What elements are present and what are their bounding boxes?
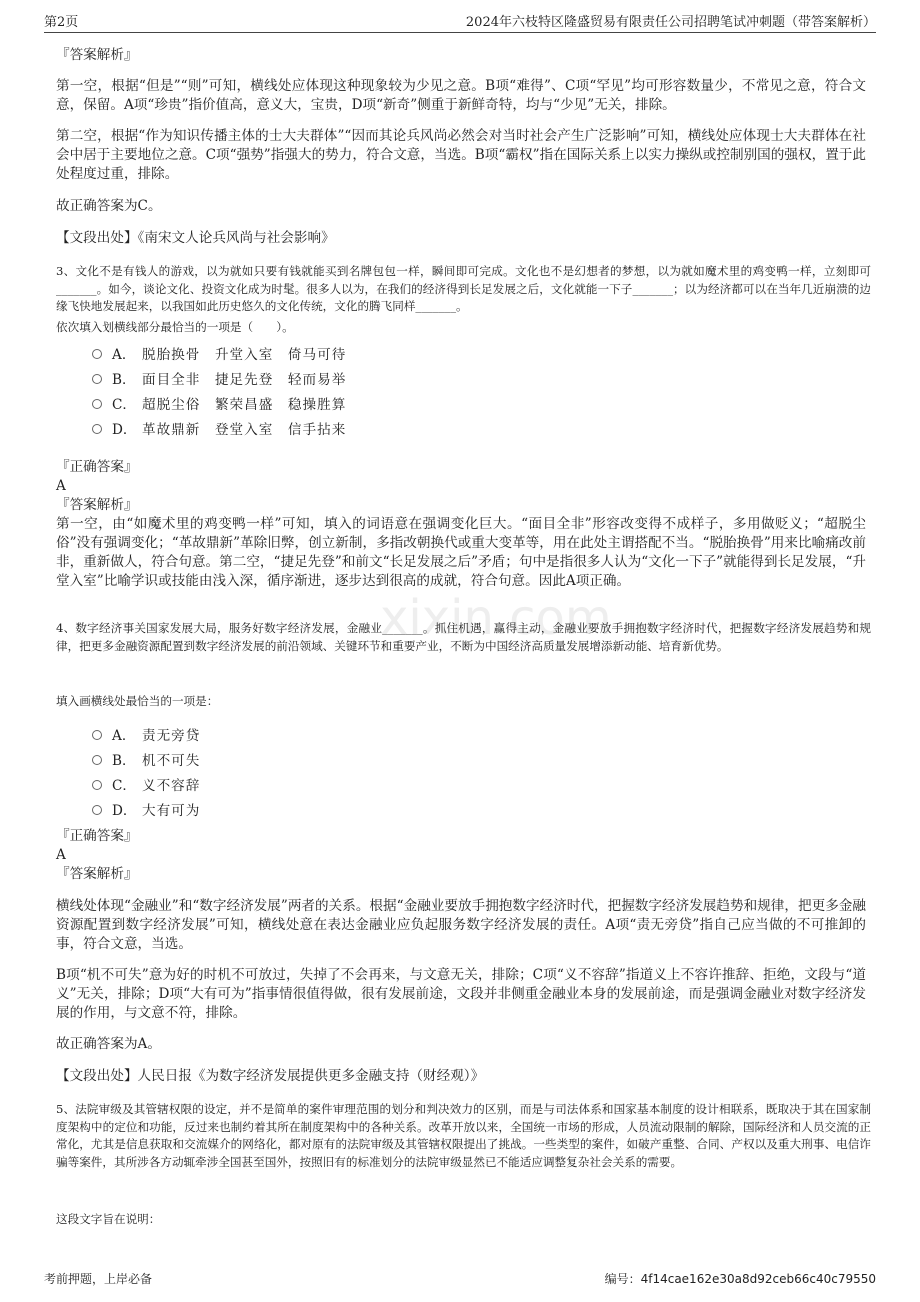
radio-icon[interactable] xyxy=(92,399,102,409)
q3-answer: A xyxy=(56,478,66,494)
q4-analysis-label: 『答案解析』 xyxy=(56,866,138,882)
radio-icon[interactable] xyxy=(92,730,102,740)
footer-slogan: 考前押题，上岸必备 xyxy=(44,1272,153,1286)
q2-source: 【文段出处】《南宋文人论兵风尚与社会影响》 xyxy=(56,230,335,246)
q4-stem: 4、数字经济事关国家发展大局，服务好数字经济发展，金融业_______。抓住机遇，赢得主动，金融业要放手拥抱数字经济时代，把握数字经济发展趋势和规律，把更多金融资源配置到数字经济发展的前沿领域、关键环节和重要产业，不断为中国经济高质量发展增添新动能、培育新优势。 xyxy=(56,621,871,653)
q3-option-c[interactable]: C． 超脱尘俗 繁荣昌盛 稳操胜算 xyxy=(92,393,346,413)
q2-conclusion: 故正确答案为C。 xyxy=(56,198,162,214)
q4-option-a[interactable]: A． 责无旁贷 xyxy=(92,724,200,744)
q5-stem: 5、法院审级及其管辖权限的设定，并不是简单的案件审理范围的划分和判决效力的区别，而是与司法体系和国家基本制度的设计相联系，既取决于其在国家制度架构中的定位和功能，反过来也制约着其所在制度架构中的各种关系。改革开放以来，全国统一市场的形成，人员流动限制的解除，国际经济和人员交流的正常化，尤其是信息获取和交流媒介的网络化，都对原有的法院审级及其管辖权限提出了挑战。一些类型的案件，如破产重整、合同、产权以及重大刑事、电信诈骗等案件，其所涉各方动辄牵涉全国甚至国外，按照旧有的标准划分的法院审级显然已不能适应调整复杂社会关系的需要。 xyxy=(56,1102,871,1169)
page-header xyxy=(44,8,876,33)
q4-conclusion: 故正确答案为A。 xyxy=(56,1036,161,1052)
q2-analysis-label: 『答案解析』 xyxy=(56,47,138,63)
q3-prompt: 依次填入划横线部分最恰当的一项是（ ）。 xyxy=(56,320,294,334)
q4-analysis-para2: B项“机不可失”意为好的时机不可放过，失掉了不会再来，与文意无关，排除；C项“义不容辞”指道义上不容许推辞、拒绝，文段与“道义”无关，排除；D项“大有可为”指事情很值得做，很有发展前途，文段并非侧重金融业本身的发展前途，而是强调金融业对数字经济发展的作用，与文意不符，排除。 xyxy=(56,967,866,1021)
q4-option-b[interactable]: B． 机不可失 xyxy=(92,749,200,769)
q3-option-b[interactable]: B． 面目全非 捷足先登 轻而易举 xyxy=(92,368,346,388)
q3-analysis-label: 『答案解析』 xyxy=(56,497,138,513)
q5-prompt: 这段文字旨在说明： xyxy=(56,1212,161,1226)
radio-icon[interactable] xyxy=(92,805,102,815)
q3-option-a[interactable]: A． 脱胎换骨 升堂入室 倚马可待 xyxy=(92,343,346,363)
q4-prompt: 填入画横线处最恰当的一项是： xyxy=(56,694,219,708)
radio-icon[interactable] xyxy=(92,780,102,790)
q4-option-d[interactable]: D． 大有可为 xyxy=(92,799,200,819)
q2-analysis-para1: 第一空，根据“但是”“则”可知，横线处应体现这种现象较为少见之意。B项“难得”、C项“罕见”均可形容数量少，不常见之意，符合文意，保留。A项“珍贵”指价值高，意义大，宝贵，D项“新奇”侧重于新鲜奇特，均与“少见”无关，排除。 xyxy=(56,78,866,113)
q4-option-c[interactable]: C． 义不容辞 xyxy=(92,774,200,794)
radio-icon[interactable] xyxy=(92,424,102,434)
page-number: 第2页 xyxy=(44,15,79,30)
radio-icon[interactable] xyxy=(92,374,102,384)
q3-stem: 3、文化不是有钱人的游戏，以为就如只要有钱就能买到名牌包包一样，瞬间即可完成。文化也不是幻想者的梦想，以为就如魔术里的鸡变鸭一样，立刻即可_______。如今，谈论文化、投资文化成为时髦。很多人以为，在我们的经济得到长足发展之后，文化就能一下子_______；以为经济都可以在当年几近崩溃的边缘飞快地发展起来，以我国如此历史悠久的文化传统，文化的腾飞同样_______。 xyxy=(56,264,871,313)
q3-answer-label: 『正确答案』 xyxy=(56,459,138,475)
q2-analysis-para2: 第二空，根据“作为知识传播主体的士大夫群体”“因而其论兵风尚必然会对当时社会产生广泛影响”可知，横线处应体现士大夫群体在社会中居于主要地位之意。C项“强势”指强大的势力，符合文意，当选。B项“霸权”指在国际关系上以实力操纵或控制别国的强权，置于此处程度过重，排除。 xyxy=(56,128,866,182)
radio-icon[interactable] xyxy=(92,349,102,359)
q3-option-d[interactable]: D． 革故鼎新 登堂入室 信手拈来 xyxy=(92,418,346,438)
page-footer xyxy=(44,1270,876,1287)
q4-answer-label: 『正确答案』 xyxy=(56,828,138,844)
q4-analysis-para1: 横线处体现“金融业”和“数字经济发展”两者的关系。根据“金融业要放手拥抱数字经济时代，把握数字经济发展趋势和规律，把更多金融资源配置到数字经济发展”可知，横线处意在表达金融业应负起服务数字经济发展的责任。A项“责无旁贷”指自己应当做的不可推卸的事，符合文意，当选。 xyxy=(56,898,866,952)
q3-analysis: 第一空，由“如魔术里的鸡变鸭一样”可知，填入的词语意在强调变化巨大。“面目全非”形容改变得不成样子，多用做贬义；“超脱尘俗”没有强调变化；“革故鼎新”革除旧弊，创立新制，多指改朝换代或重大变革等，用在此处主谓搭配不当。“脱胎换骨”用来比喻痛改前非，重新做人，符合句意。第二空，“捷足先登”和前文“长足发展之后”矛盾；句中是指很多人认为“文化一下子”就能得到长足发展，“升堂入室”比喻学识或技能由浅入深，循序渐进，逐步达到很高的成就，符合句意。因此A项正确。 xyxy=(56,516,866,589)
document-title: 2024年六枝特区隆盛贸易有限责任公司招聘笔试冲刺题（带答案解析） xyxy=(465,15,876,30)
watermark: xixin.com xyxy=(380,590,612,646)
q4-answer: A xyxy=(56,847,66,863)
q4-source: 【文段出处】人民日报《为数字经济发展提供更多金融支持（财经观）》 xyxy=(56,1068,485,1084)
document-id: 编号：4f14cae162e30a8d92ceb66c40c79550 xyxy=(604,1272,876,1286)
radio-icon[interactable] xyxy=(92,755,102,765)
